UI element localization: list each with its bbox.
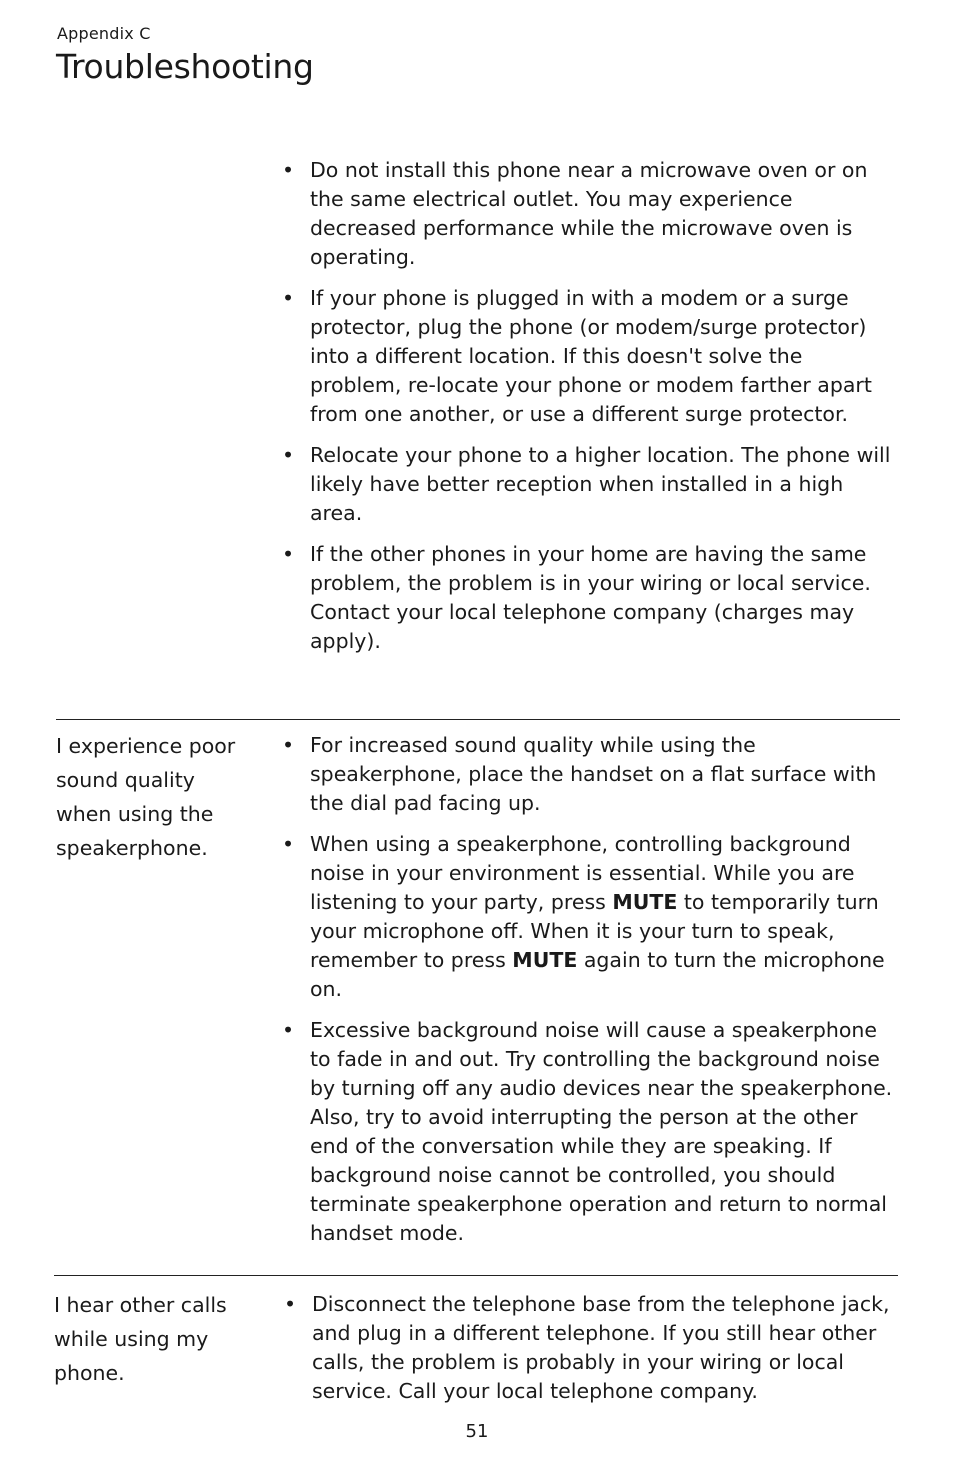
solution-item xyxy=(280,731,895,818)
solution-text: If your phone is plugged in with a modem or a surge protector, plug the phone (or modem/surge protector) into a different location. If this doesn't solve the problem, re-locate your phone or modem farther apart from one another, or use a different surge protector. xyxy=(310,286,872,426)
bullet-icon: • xyxy=(282,542,295,566)
solution-text: Excessive background noise will cause a speakerphone to fade in and out. Try controlling the background noise by turning off any audio devices near the speakerphone. Also, try to avoid interrupting the person at the other end of the conversation while they are speaking. If background noise cannot be controlled, you should terminate speakerphone operation and return to normal handset mode. xyxy=(310,1018,893,1245)
solution-item xyxy=(280,830,895,1004)
solution-text: When using a speakerphone, controlling background noise in your environment is essential. While you are listening to your party, press xyxy=(310,832,855,914)
solution-text: to temporarily turn your microphone off. When it is your turn to speak, remember to press xyxy=(310,890,879,972)
solution-text: If the other phones in your home are having the same problem, the problem is in your wiring or local service. Contact your local telephone company (charges may apply). xyxy=(310,542,871,653)
appendix-label: Appendix C xyxy=(57,24,151,43)
solution-item xyxy=(280,1016,895,1248)
solution-item xyxy=(280,540,895,656)
solution-list xyxy=(282,1290,897,1418)
bullet-icon: • xyxy=(284,1292,297,1316)
problem-label: I experience poor sound quality when using the speakerphone. xyxy=(56,734,236,860)
solution-item xyxy=(280,284,895,429)
solution-list xyxy=(280,731,895,1260)
section-divider xyxy=(54,1275,898,1276)
solution-text: For increased sound quality while using the speakerphone, place the handset on a flat surface with the dial pad facing up. xyxy=(310,733,877,815)
solution-text: Disconnect the telephone base from the telephone jack, and plug in a different telephone. If you still hear other calls, the problem is probably in your wiring or local service. Call your local telephone company. xyxy=(312,1292,890,1403)
solution-list xyxy=(280,156,895,668)
solution-text: Relocate your phone to a higher location. The phone will likely have better reception when installed in a high area. xyxy=(310,443,891,525)
section-divider xyxy=(56,719,900,720)
solution-item xyxy=(280,441,895,528)
bullet-icon: • xyxy=(282,158,295,182)
solution-item xyxy=(280,156,895,272)
key-label: MUTE xyxy=(612,890,678,914)
solution-text: Do not install this phone near a microwave oven or on the same electrical outlet. You may experience decreased performance while the microwave oven is operating. xyxy=(310,158,868,269)
solution-text: again to turn the microphone on. xyxy=(310,948,885,1001)
bullet-icon: • xyxy=(282,1018,295,1042)
page-number: 51 xyxy=(465,1421,489,1442)
page-title: Troubleshooting xyxy=(56,47,314,86)
solution-item xyxy=(282,1290,897,1406)
bullet-icon: • xyxy=(282,443,295,467)
key-label: MUTE xyxy=(512,948,578,972)
problem-label: I hear other calls while using my phone. xyxy=(54,1293,227,1385)
bullet-icon: • xyxy=(282,832,295,856)
bullet-icon: • xyxy=(282,733,295,757)
bullet-icon: • xyxy=(282,286,295,310)
